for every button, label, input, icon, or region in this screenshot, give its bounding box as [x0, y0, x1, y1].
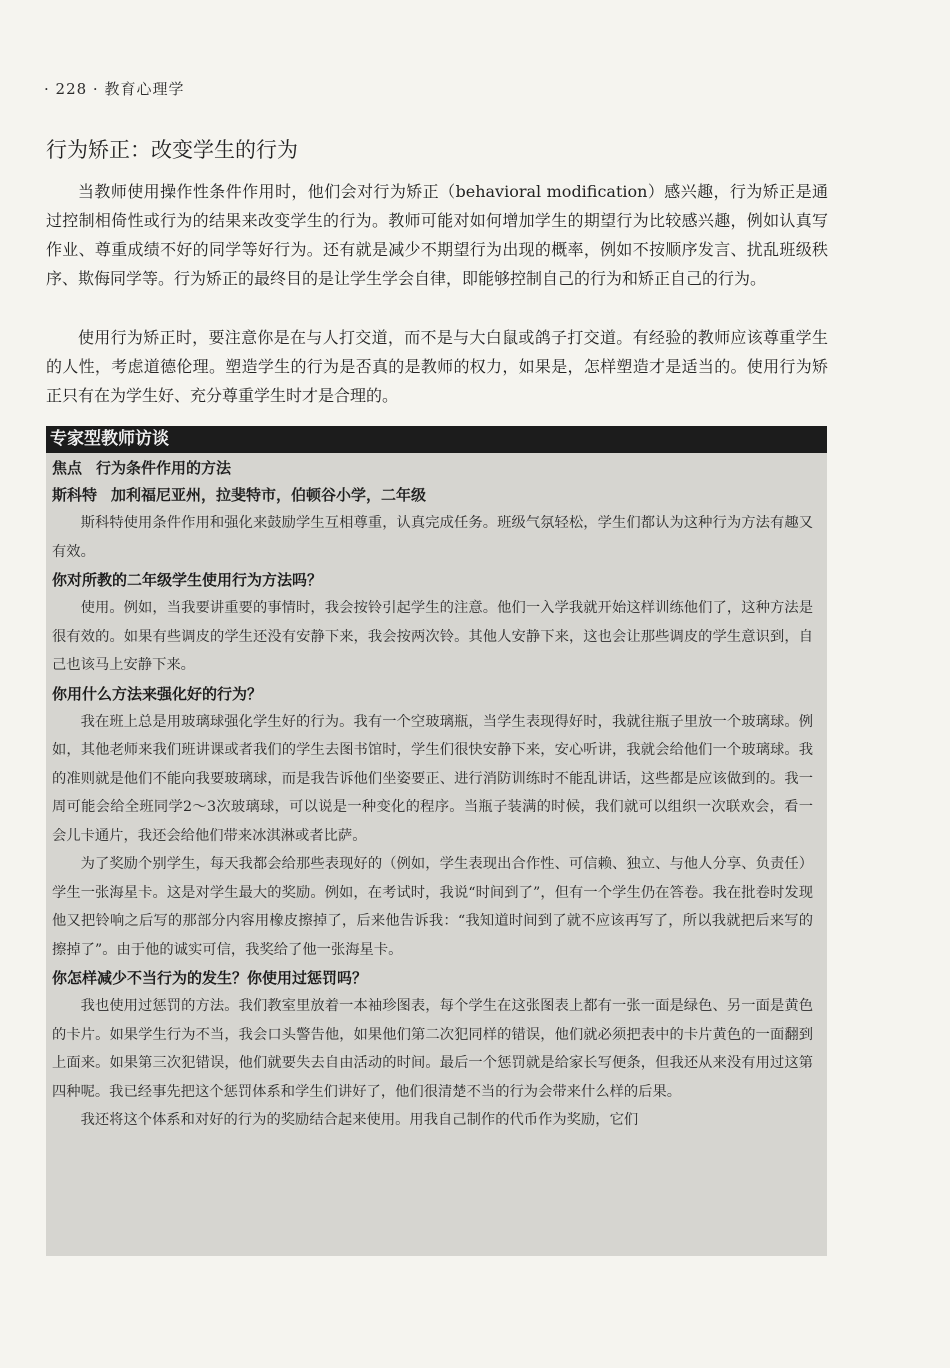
interview-teacher	[52, 482, 813, 509]
section-title: 行为矫正：改变学生的行为	[46, 138, 298, 162]
interview-focus	[52, 455, 813, 482]
focus-text: 行为条件作用的方法	[96, 459, 232, 477]
interview-answer: 使用。例如，当我要讲重要的事情时，我会按铃引起学生的注意。他们一入学我就开始这样训练他们了，这种方法是很有效的。如果有些调皮的学生还没有安静下来，我会按两次铃。其他人安静下来，这也会让那些调皮的学生意识到，自己也该马上安静下来。	[52, 600, 813, 673]
focus-label: 焦点	[52, 459, 83, 477]
teacher-name: 斯科特	[52, 486, 98, 504]
interview-answer: 我在班上总是用玻璃球强化学生好的行为。我有一个空玻璃瓶，当学生表现得好时，我就往瓶子里放一个玻璃球。例如，其他老师来我们班讲课或者我们的学生去图书馆时，学生们很快安静下来，安心听讲，我就会给他们一个玻璃球。我的准则就是他们不能向我要玻璃球，而是我告诉他们坐姿要正、进行消防训练时不能乱讲话，这些都是应该做到的。我一周可能会给全班同学2～3次玻璃球，可以说是一种变化的程序。当瓶子装满的时候，我们就可以组织一次联欢会，看一会儿卡通片，我还会给他们带来冰淇淋或者比萨。	[52, 713, 813, 844]
interview-answer: 为了奖励个别学生，每天我都会给那些表现好的（例如，学生表现出合作性、可信赖、独立、与他人分享、负责任）学生一张海星卡。这是对学生最大的奖励。例如，在考试时，我说“时间到了”，但有一个学生仍在答卷。我在批卷时发现他又把铃响之后写的那部分内容用橡皮擦掉了，后来他告诉我：“我知道时间到了就不应该再写了，所以我就把后来写的擦掉了”。由于他的诚实可信，我奖给了他一张海星卡。	[52, 856, 813, 958]
expert-interview-box	[46, 426, 827, 1256]
interview-question: 你怎样减少不当行为的发生？你使用过惩罚吗？	[52, 969, 368, 987]
body-paragraph: 使用行为矫正时，要注意你是在与人打交道，而不是与大白鼠或鸽子打交道。有经验的教师应该尊重学生的人性，考虑道德伦理。塑造学生的行为是否真的是教师的权力，如果是，怎样塑造才是适当的。使用行为矫正只有在为学生好、充分尊重学生时才是合理的。	[46, 328, 828, 405]
teacher-info: 加利福尼亚州，拉斐特市，伯顿谷小学，二年级	[111, 486, 427, 504]
interview-intro: 斯科特使用条件作用和强化来鼓励学生互相尊重，认真完成任务。班级气氛轻松，学生们都认为这种行为方法有趣又有效。	[52, 515, 813, 560]
interview-question: 你对所教的二年级学生使用行为方法吗？	[52, 571, 323, 589]
body-paragraph: 当教师使用操作性条件作用时，他们会对行为矫正（behavioral modification）感兴趣，行为矫正是通过控制相倚性或行为的结果来改变学生的行为。教师可能对如何增加学生的期望行为比较感兴趣，例如认真写作业、尊重成绩不好的同学等好行为。还有就是减少不期望行为出现的概率，例如不按顺序发言、扰乱班级秩序、欺侮同学等。行为矫正的最终目的是让学生学会自律，即能够控制自己的行为和矫正自己的行为。	[46, 182, 828, 288]
interview-answer: 我也使用过惩罚的方法。我们教室里放着一本袖珍图表，每个学生在这张图表上都有一张一面是绿色、另一面是黄色的卡片。如果学生行为不当，我会口头警告他，如果他们第二次犯同样的错误，他们就必须把表中的卡片黄色的一面翻到上面来。如果第三次犯错误，他们就要失去自由活动的时间。最后一个惩罚就是给家长写便条，但我还从来没有用过这第四种呢。我已经事先把这个惩罚体系和学生们讲好了，他们很清楚不当的行为会带来什么样的后果。	[52, 998, 813, 1100]
page-header: · 228 · 教育心理学	[44, 80, 185, 98]
interview-question: 你用什么方法来强化好的行为？	[52, 684, 263, 703]
interview-box-title: 专家型教师访谈	[46, 426, 827, 453]
interview-answer: 我还将这个体系和对好的行为的奖励结合起来使用。用我自己制作的代币作为奖励，它们	[80, 1112, 639, 1128]
